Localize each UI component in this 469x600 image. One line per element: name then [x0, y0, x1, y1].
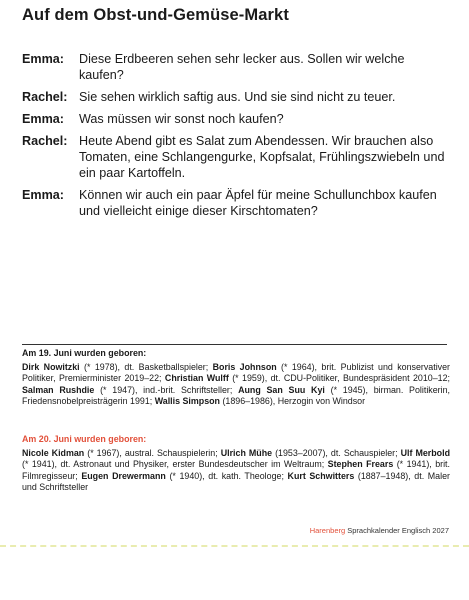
speaker: Rachel:	[22, 134, 68, 148]
person-name: Ulrich Mühe	[220, 447, 273, 458]
person-name: Kurt Schwitters	[287, 470, 355, 481]
birthdays-june-19	[22, 348, 450, 408]
person-desc: (* 1959), dt. CDU-Politiker, Bundespräsident 2010–12;	[228, 373, 450, 384]
person-name: Wallis Simpson	[154, 396, 220, 407]
birthdays-heading: Am 20. Juni wurden geboren:	[22, 434, 147, 444]
person-desc: (* 1941), dt. Astronaut und Physiker, erster Bundesdeutscher im Weltraum;	[22, 459, 328, 470]
dialogue-line	[22, 111, 452, 127]
dialogue	[22, 51, 452, 225]
speech: Was müssen wir sonst noch kaufen?	[79, 112, 284, 126]
speaker: Rachel:	[22, 90, 68, 104]
person-name: Ulf Merbold	[400, 447, 450, 458]
person-desc: (* 1940), dt. kath. Theologe;	[165, 470, 288, 481]
perforation-line	[0, 545, 469, 547]
dialogue-line	[22, 133, 452, 181]
dialogue-line	[22, 187, 452, 219]
speaker: Emma:	[22, 112, 64, 126]
person-desc: (* 1978), dt. Basketballspieler;	[79, 361, 213, 372]
dialogue-line	[22, 51, 452, 83]
person-desc: (* 1967), austral. Schauspielerin;	[84, 447, 221, 458]
speech: Diese Erdbeeren sehen sehr lecker aus. Sollen wir welche kaufen?	[79, 52, 405, 82]
speaker: Emma:	[22, 52, 64, 66]
birthdays-heading: Am 19. Juni wurden geboren:	[22, 348, 147, 358]
publisher-footer	[310, 526, 449, 535]
footer-text: Sprachkalender Englisch 2027	[345, 526, 449, 535]
dialogue-line	[22, 89, 452, 105]
publisher-brand: Harenberg	[309, 526, 346, 535]
person-name: Christian Wulff	[164, 373, 229, 384]
person-name: Aung San Suu Kyi	[238, 384, 325, 395]
birthdays-text	[22, 448, 450, 494]
page-title: Auf dem Obst-und-Gemüse-Markt	[22, 6, 289, 24]
person-desc: (1896–1986), Herzogin von Windsor	[219, 396, 366, 407]
person-name: Nicole Kidman	[22, 447, 85, 458]
birthdays-text	[22, 362, 450, 408]
person-name: Stephen Frears	[327, 459, 394, 470]
speech: Heute Abend gibt es Salat zum Abendessen. Wir brauchen also Tomaten, eine Schlangengurke, Kopfsalat, Frühlingszwiebeln und ein paar Kartoffeln.	[79, 134, 445, 180]
person-name: Dirk Nowitzki	[22, 361, 80, 372]
person-desc: (* 1941), brit. Filmregisseur;	[22, 459, 450, 481]
person-desc: (* 1964), brit. Publizist und konservativer Politiker, Premierminister 2019–22;	[22, 361, 451, 384]
speech: Können wir auch ein paar Äpfel für meine Schullunchbox kaufen und vielleicht einige dieser Kirschtomaten?	[79, 188, 437, 218]
birthdays-june-20	[22, 434, 450, 494]
person-name: Boris Johnson	[212, 361, 277, 372]
speaker: Emma:	[22, 188, 64, 202]
person-name: Eugen Drewermann	[81, 470, 166, 481]
person-desc: (1953–2007), dt. Schauspieler;	[272, 447, 401, 458]
person-desc: (1887–1948), dt. Maler und Schriftsteller	[22, 470, 450, 493]
section-divider	[22, 344, 447, 345]
person-desc: (* 1947), ind.-brit. Schriftsteller;	[94, 384, 239, 395]
person-name: Salman Rushdie	[22, 384, 95, 395]
speech: Sie sehen wirklich saftig aus. Und sie sind nicht zu teuer.	[79, 90, 396, 104]
person-desc: (* 1945), birman. Politikerin, Friedensnobelpreisträgerin 1991;	[22, 384, 450, 407]
